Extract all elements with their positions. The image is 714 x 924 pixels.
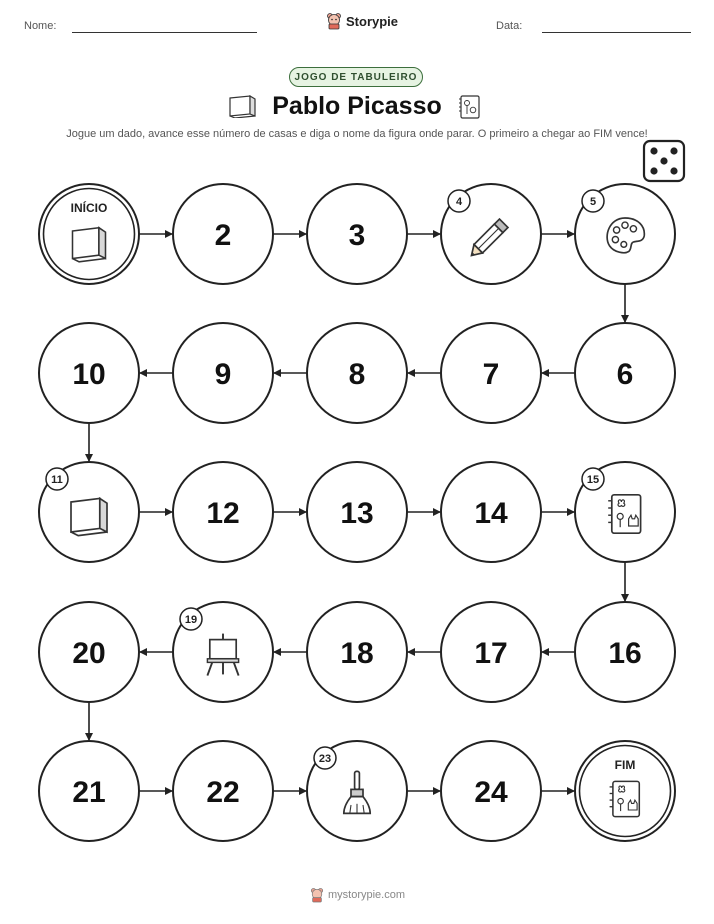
space-number: 24 (474, 776, 508, 809)
board-space-21 (39, 741, 139, 841)
storypie-bear-icon (310, 887, 324, 903)
space-number: 13 (340, 497, 374, 530)
space-number: 9 (214, 358, 232, 391)
board-space-6 (575, 323, 675, 423)
die-pip (670, 167, 677, 174)
space-number: 7 (482, 358, 500, 391)
board-spaces (39, 184, 675, 841)
board-space-23 (307, 741, 407, 841)
die-pip (650, 167, 657, 174)
board-space-13 (307, 462, 407, 562)
board-space-17 (441, 602, 541, 702)
space-number: 6 (616, 358, 634, 391)
board-space-3 (307, 184, 407, 284)
board-space-12 (173, 462, 273, 562)
board-space-19 (173, 602, 273, 702)
footer-url: mystorypie.com (328, 889, 406, 901)
space-number: 10 (72, 358, 106, 391)
space-number: 4 (455, 196, 463, 208)
space-number: 20 (72, 637, 106, 670)
space-number: 22 (206, 776, 240, 809)
board-space-2 (173, 184, 273, 284)
space-number: 15 (586, 474, 600, 486)
space-number: 16 (608, 637, 642, 670)
instructions-text: Jogue um dado, avance esse número de casas e diga o nome da figura onde parar. O primeiro a chegar ao FIM vence! (66, 128, 648, 140)
brand-name: Storypie (346, 13, 399, 29)
space-number: 17 (474, 637, 508, 670)
name-label: Nome: (24, 20, 57, 32)
canvas-icon (73, 228, 106, 262)
board-space-22 (173, 741, 273, 841)
space-end (575, 741, 675, 841)
space-number: 8 (348, 358, 366, 391)
footer (310, 887, 405, 903)
space-number: 19 (184, 614, 198, 626)
date-label: Data: (496, 20, 523, 32)
die-pip (650, 147, 657, 154)
game-type-badge: JOGO DE TABULEIRO (289, 67, 423, 87)
board-space-7 (441, 323, 541, 423)
space-number: 5 (589, 196, 597, 208)
space-number: 12 (206, 497, 240, 530)
board-space-15 (575, 462, 675, 562)
board-space-16 (575, 602, 675, 702)
page-title: Pablo Picasso (272, 92, 442, 120)
die-icon (644, 141, 684, 181)
board-space-4 (441, 184, 541, 284)
space-number: 3 (348, 219, 366, 252)
space-number: 2 (214, 219, 232, 252)
space-label: INÍCIO (70, 201, 108, 215)
board-space-11 (39, 462, 139, 562)
board-space-9 (173, 323, 273, 423)
space-label: FIM (614, 758, 636, 772)
sketchbook-icon (610, 781, 640, 816)
space-start (39, 184, 139, 284)
die-pip (660, 157, 667, 164)
die-pip (670, 147, 677, 154)
board-space-5 (575, 184, 675, 284)
sketchbook-icon (608, 495, 640, 533)
board-space-10 (39, 323, 139, 423)
board-space-20 (39, 602, 139, 702)
space-number: 23 (318, 753, 332, 765)
board-space-14 (441, 462, 541, 562)
board-space-8 (307, 323, 407, 423)
board-space-18 (307, 602, 407, 702)
space-number: 14 (474, 497, 508, 530)
board-space-24 (441, 741, 541, 841)
space-number: 11 (51, 474, 63, 486)
space-number: 18 (340, 637, 374, 670)
space-number: 21 (72, 776, 106, 809)
canvas-icon (71, 498, 107, 535)
